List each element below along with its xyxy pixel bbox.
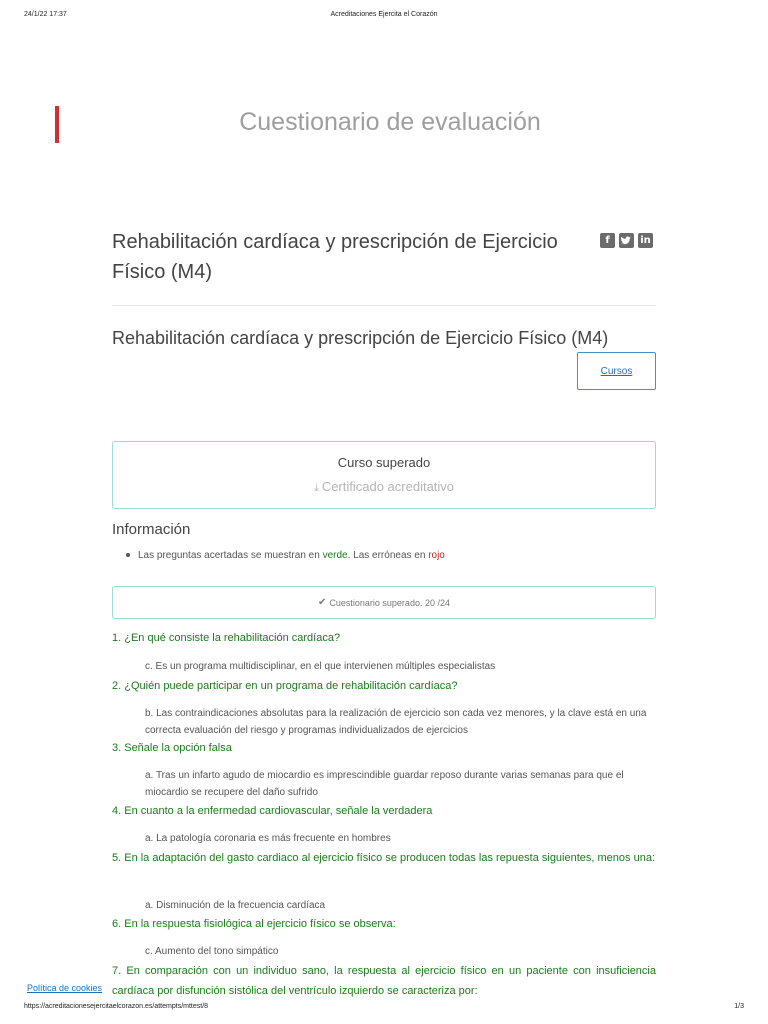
course-subtitle: Rehabilitación cardíaca y prescripción de Ejercicio Físico (M4) [112, 328, 609, 348]
certificate-link[interactable] [113, 479, 655, 495]
question-1: 1. ¿En qué consiste la rehabilitación cardíaca? [112, 632, 341, 644]
cookie-policy-link[interactable]: Política de cookies [27, 983, 103, 993]
question-6: 6. En la respuesta fisiológica al ejercicio físico se observa: [112, 918, 396, 930]
answer-2: b. Las contraindicaciones absolutas para la realización de ejercicio son cada vez menores, y la clave está en una correcta evaluación del riesgo y programas individualizados de ejercicios [145, 708, 647, 736]
info-green-word: verde [322, 550, 348, 561]
check-icon: ✔ [318, 597, 327, 608]
question-2: 2. ¿Quién puede participar en un programa de rehabilitación cardíaca? [112, 680, 458, 692]
course-title-line1: Rehabilitación cardíaca y prescripción de Ejercicio [112, 231, 558, 253]
score-box [112, 586, 656, 619]
print-url: https://acreditacionesejercitaelcorazon.es/attempts/mttest/8 [24, 1003, 209, 1010]
certificate-label: Certificado acreditativo [321, 479, 455, 494]
bullet-icon [126, 553, 130, 557]
question-3: 3. Señale la opción falsa [112, 742, 232, 754]
course-title-line2: Físico (M4) [112, 261, 212, 283]
answer-6: c. Aumento del tono simpático [145, 946, 279, 957]
linkedin-icon[interactable]: in [638, 233, 653, 248]
question-7: 7. En comparación con un individuo sano, la respuesta al ejercicio físico en un paciente con insuficiencia cardíaca por disfunción sistólica del ventrículo izquierdo se caracteriza por: [112, 965, 656, 997]
info-red-word: rojo [428, 550, 445, 561]
print-page-number: 1/3 [734, 1003, 744, 1010]
answer-5: a. Disminución de la frecuencia cardíaca [145, 900, 326, 911]
status-title: Curso superado [337, 455, 431, 470]
print-header [0, 11, 768, 23]
question-5: 5. En la adaptación del gasto cardiaco al ejercicio físico se producen todas las repuesta siguientes, menos una: [112, 852, 655, 864]
course-title [112, 227, 582, 287]
question-4: 4. En cuanto a la enfermedad cardiovascular, señale la verdadera [112, 805, 433, 817]
info-text-middle: . Las erróneas en [347, 550, 429, 561]
info-legend [126, 550, 445, 561]
page-title: Cuestionario de evaluación [239, 108, 541, 136]
info-text-before: Las preguntas acertadas se muestran en [138, 550, 323, 561]
info-title: Información [112, 521, 191, 538]
status-card [112, 441, 656, 509]
answer-4: a. La patología coronaria es más frecuente en hombres [145, 833, 391, 844]
social-share [600, 233, 653, 248]
answer-1: c. Es un programa multidisciplinar, en el que intervienen múltiples especialistas [145, 661, 496, 672]
print-footer [0, 1003, 768, 1015]
download-icon: ⤓ [313, 482, 319, 494]
cursos-button[interactable]: Cursos [577, 352, 656, 390]
answer-3: a. Tras un infarto agudo de miocardio es imprescindible guardar reposo durante varias semanas para que el miocardio se recupere del daño sufrido [145, 770, 624, 798]
score-text: Cuestionario superado. 20 /24 [329, 597, 450, 608]
print-date: 24/1/22 17:37 [24, 11, 67, 18]
twitter-icon[interactable] [619, 233, 634, 248]
divider [112, 305, 656, 306]
facebook-icon[interactable]: f [600, 233, 615, 248]
print-page-title: Acreditaciones Ejercita el Corazón [330, 11, 438, 18]
